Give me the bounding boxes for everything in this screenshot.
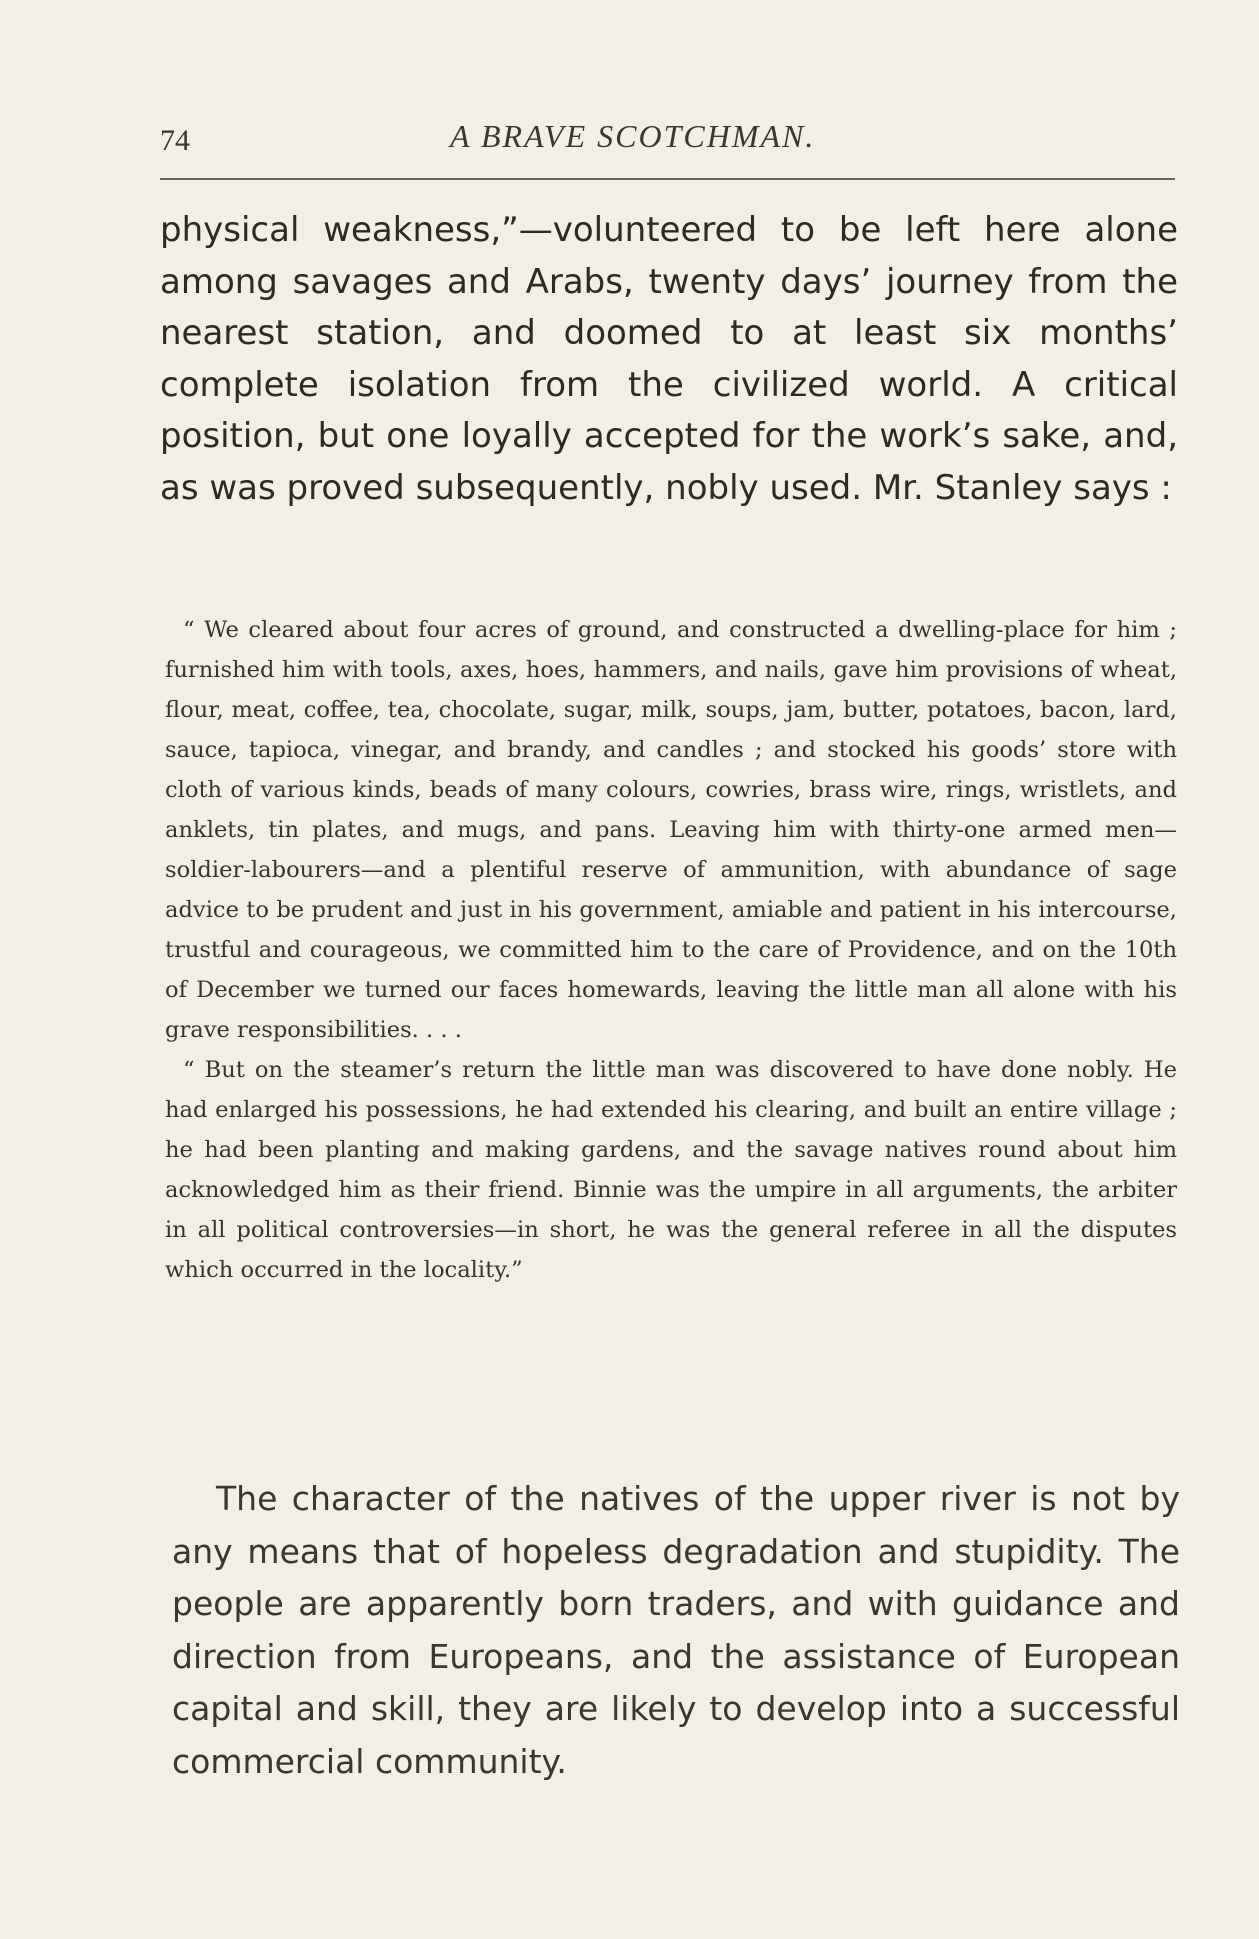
quote-paragraph-2: “ But on the steamer’s return the little man was discovered to have done nobly. He had enlarged his possessions, he had extended his clearing, and built an entire village ; he had been planting and making gardens, and the savage natives round about him acknowledged him as their friend. Binnie was the umpire in all arguments, the arbiter in all political controversies—in short, he was the general referee in all the disputes which occurred in the locality.” [165, 1057, 1177, 1283]
stanley-quotation [165, 610, 1177, 1290]
running-title: A BRAVE SCOTCHMAN. [450, 118, 816, 154]
page-number: 74 [160, 124, 190, 157]
quote-paragraph-1: “ We cleared about four acres of ground, and constructed a dwelling-place for him ; furnished him with tools, axes, hoes, hammers, and nails, gave him provisions of wheat, flour, meat, coffee, tea, chocolate, sugar, milk, soups, jam, butter, potatoes, bacon, lard, sauce, tapioca, vinegar, and brandy, and candles ; and stocked his goods’ store with cloth of various kinds, beads of many colours, cowries, brass wire, rings, wristlets, and anklets, tin plates, and mugs, and pans. Leaving him with thirty-one armed men—soldier-labourers—and a plentiful reserve of ammunition, with abundance of sage advice to be prudent and just in his government, amiable and patient in his intercourse, trustful and courageous, we committed him to the care of Providence, and on the 10th of December we turned our faces homewards, leaving the little man all alone with his grave responsibilities. . . . [165, 617, 1177, 1043]
body-paragraph-2: The character of the natives of the upper river is not by any means that of hopeless degradation and stupidity. The people are apparently born traders, and with guidance and direction from Europeans, and the assistance of European capital and skill, they are likely to develop into a successful commercial community. [172, 1479, 1180, 1781]
header-rule [160, 178, 1175, 180]
body-paragraph-1: physical weakness,”—volunteered to be left here alone among savages and Arabs, twenty days’ journey from the nearest station, and doomed to at least six months’ complete isolation from the civilized world. A critical position, but one loyally accepted for the work’s sake, and, as was proved subsequently, nobly used. Mr. Stanley says : [160, 210, 1178, 508]
page-header [160, 118, 1175, 166]
